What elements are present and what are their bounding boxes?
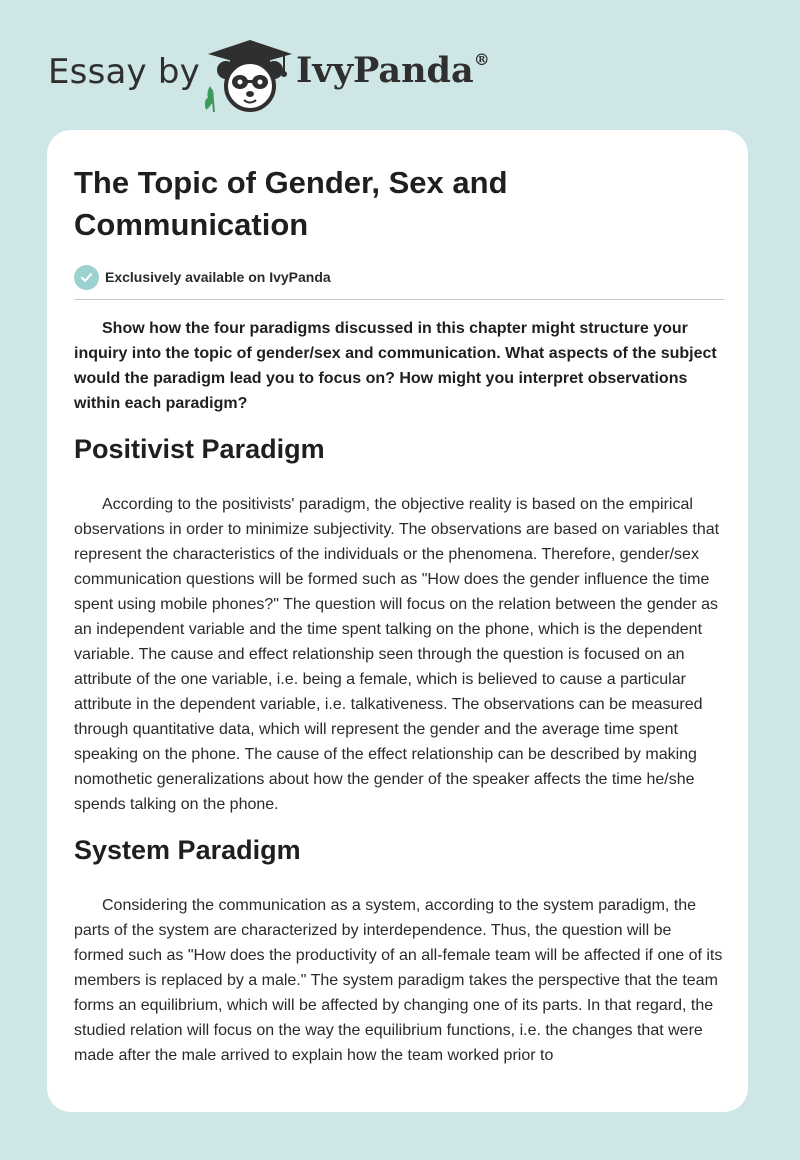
page-title: The Topic of Gender, Sex and Communication	[74, 165, 508, 242]
exclusive-badge	[74, 264, 724, 290]
brand-prefix: Essay by	[48, 52, 200, 92]
brand-header	[48, 34, 508, 114]
badge-text: Exclusively available on IvyPanda	[105, 269, 331, 285]
essay-card	[47, 130, 748, 1112]
section-heading-system: System Paradigm	[74, 835, 301, 865]
section-heading-positivist: Positivist Paradigm	[74, 434, 325, 464]
essay-prompt: Show how the four paradigms discussed in this chapter might structure your inquiry into the topic of gender/sex and communication. What aspects of the subject would the paradigm lead you to focus on? How might you interpret observations within each paradigm?	[74, 320, 717, 412]
checkmark-icon	[74, 265, 99, 290]
brand-name: IvyPanda®	[296, 50, 490, 91]
section-body-system: Considering the communication as a system, according to the system paradigm, the parts of the system are characterized by interdependence. Thus, the question will be formed such as "How does the productivity of an all-female team will be affected if one of its members is replaced by a male." The system paradigm takes the perspective that the team forms an equilibrium, which will be affected by changing one of its parts. In that regard, the studied relation will focus on the way the equilibrium functions, i.e. the changes that were made after the male arrived to explain how the team worked prior to	[74, 897, 723, 1064]
divider	[74, 299, 724, 300]
section-body-positivist: According to the positivists' paradigm, the objective reality is based on the empirical observations in order to minimize subjectivity. The observations are based on variables that represent the characteristics of the individuals or the phenomena. Therefore, gender/sex communication questions will be formed such as "How does the gender influence the time spent using mobile phones?" The question will focus on the relation between the gender as an independent variable and the time spent talking on the phone, which is the dependent variable. The cause and effect relationship seen through the question is focused on an attribute of the one variable, i.e. being a female, which is believed to cause a particular attribute in the dependent variable, i.e. talkativeness. The observations can be measured through quantitative data, which will represent the gender and the average time spent speaking on the phone. The cause of the effect relationship can be described by making nomothetic generalizations about how the gender of the speaker affects the time he/she spends talking on the phone.	[74, 496, 720, 813]
panda-graduate-icon[interactable]	[202, 34, 298, 112]
